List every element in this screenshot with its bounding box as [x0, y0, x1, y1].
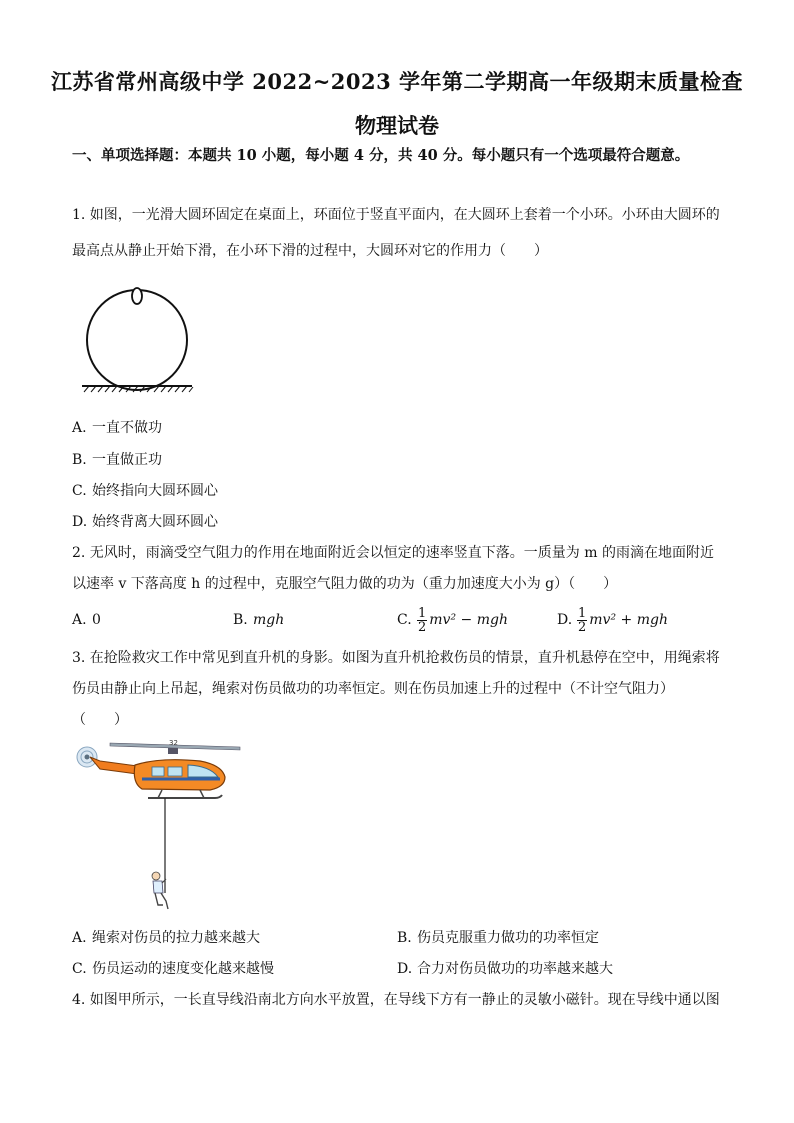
q3-option-b[interactable]: B. 伤员克服重力做功的功率恒定	[397, 930, 599, 946]
q3-option-d[interactable]: D. 合力对伤员做功的功率越来越大	[397, 961, 613, 977]
q1-option-a[interactable]: A. 一直不做功	[72, 420, 162, 436]
helicopter-label: 32	[169, 739, 178, 747]
paper-title-line2: 物理试卷	[355, 113, 439, 138]
q3-stem-line1: 3. 在抢险救灾工作中常见到直升机的身影。如图为直升机抢救伤员的情景，直升机悬停在空中，用绳索将	[72, 650, 720, 666]
q2-stem-line1: 2. 无风时，雨滴受空气阻力的作用在地面附近会以恒定的速率竖直下落。一质量为 m 的雨滴在地面附近	[72, 545, 714, 561]
q3-option-c[interactable]: C. 伤员运动的速度变化越来越慢	[72, 961, 274, 977]
q3-stem-line2: 伤员由静止向上吊起，绳索对伤员做功的功率恒定。则在伤员加速上升的过程中（不计空气阻力）	[72, 681, 674, 697]
q2-option-c[interactable]: C. $\frac{1}{2}$ mv² − mgh	[397, 605, 508, 635]
q3-stem-line3: （ ）	[72, 712, 128, 728]
helicopter-rescue-figure	[70, 735, 250, 920]
q2-option-b[interactable]: B. mgh	[233, 612, 285, 628]
q1-stem-line2: 最高点从静止开始下滑，在小环下滑的过程中，大圆环对它的作用力（ ）	[72, 243, 548, 259]
q2-option-a[interactable]: A. 0	[72, 612, 101, 628]
q2-stem-line2: 以速率 v 下落高度 h 的过程中，克服空气阻力做的功为（重力加速度大小为 g）（ ）	[72, 576, 618, 592]
q1-stem-line1: 1. 如图，一光滑大圆环固定在桌面上，环面位于竖直平面内，在大圆环上套着一个小环。小环由大圆环的	[72, 207, 720, 223]
q4-stem-line1: 4. 如图甲所示，一长直导线沿南北方向水平放置，在导线下方有一静止的灵敏小磁针。现在导线中通以图	[72, 992, 720, 1008]
q2-d-fraction: $\frac{1}{2}$	[578, 605, 587, 635]
q1-option-c[interactable]: C. 始终指向大圆环圆心	[72, 483, 218, 499]
q1-option-d[interactable]: D. 始终背离大圆环圆心	[72, 514, 218, 530]
section-heading: 一、单项选择题：本题共 10 小题，每小题 4 分，共 40 分。每小题只有一个选项最符合题意。	[72, 147, 690, 164]
q1-option-b[interactable]: B. 一直做正功	[72, 452, 162, 468]
q3-option-a[interactable]: A. 绳索对伤员的拉力越来越大	[72, 930, 260, 946]
q2-c-fraction: $\frac{1}{2}$	[418, 605, 427, 635]
ring-on-table-figure	[80, 282, 200, 394]
q2-option-d[interactable]: D. $\frac{1}{2}$ mv² + mgh	[557, 605, 668, 635]
paper-title-line1: 江苏省常州高级中学 2022~2023 学年第二学期高一年级期末质量检查	[50, 69, 744, 94]
